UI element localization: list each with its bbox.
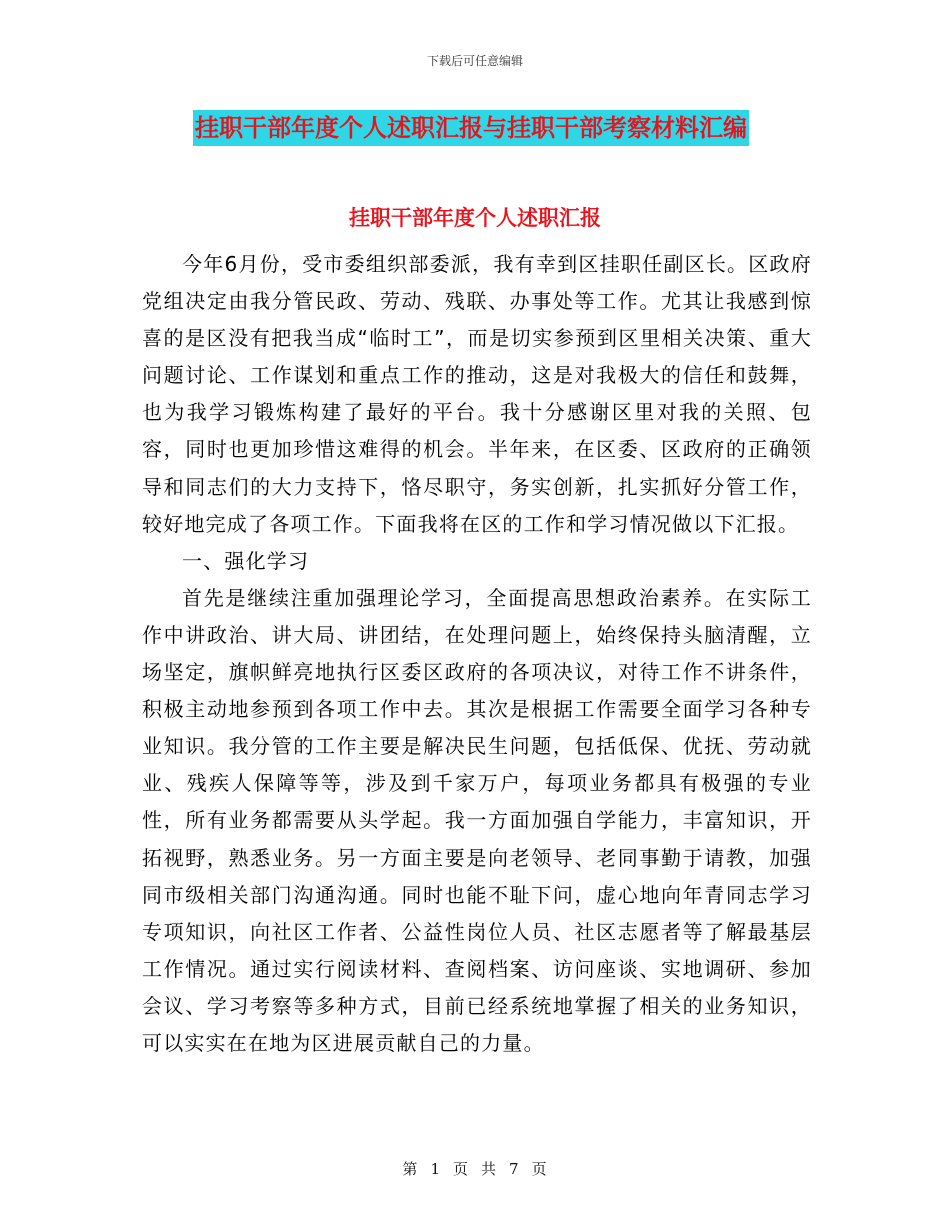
- document-main-title: 挂职干部年度个人述职汇报与挂职干部考察材料汇编: [193, 110, 749, 146]
- footer-page-number: 1: [430, 1160, 441, 1178]
- document-body: [142, 246, 812, 1062]
- paragraph-study: 首先是继续注重加强理论学习，全面提高思想政治素养。在实际工作中讲政治、讲大局、讲团结，在处理问题上，始终保持头脑清醒，立场坚定，旗帜鲜亮地执行区委区政府的各项决议，对待工作不讲条件，积极主动地参预到各项工作中去。其次是根据工作需要全面学习各种专业知识。我分管的工作主要是解决民生问题，包括低保、优抚、劳动就业、残疾人保障等等，涉及到千家万户，每项业务都具有极强的专业性，所有业务都需要从头学起。我一方面加强自学能力，丰富知识，开拓视野，熟悉业务。另一方面主要是向老领导、老同事勤于请教，加强同市级相关部门沟通沟通。同时也能不耻下问，虚心地向年青同志学习专项知识，向社区工作者、公益性岗位人员、社区志愿者等了解最基层工作情况。通过实行阅读材料、查阅档案、访问座谈、实地调研、参加会议、学习考察等多种方式，目前已经系统地掌握了相关的业务知识，可以实实在在地为区进展贡献自己的力量。: [142, 585, 812, 1055]
- footer-total-pages: 7: [509, 1160, 520, 1178]
- paragraph-intro: 今年6月份，受市委组织部委派，我有幸到区挂职任副区长。区政府党组决定由我分管民政、劳动、残联、办事处等工作。尤其让我感到惊喜的是区没有把我当成“临时工”，而是切实参预到区里相关决策、重大问题讨论、工作谋划和重点工作的推动，这是对我极大的信任和鼓舞，也为我学习锻炼构建了最好的平台。我十分感谢区里对我的关照、包容，同时也更加珍惜这难得的机会。半年来，在区委、区政府的正确领导和同志们的大力支持下，恪尽职守，务实创新，扎实抓好分管工作，较好地完成了各项工作。下面我将在区的工作和学习情况做以下汇报。: [142, 252, 812, 536]
- footer-page-unit: 页: [452, 1160, 469, 1178]
- footer-prefix: 第: [402, 1160, 419, 1178]
- footer-total-prefix: 共: [481, 1160, 498, 1178]
- page-footer: [0, 1158, 950, 1179]
- header-note: 下载后可任意编辑: [426, 54, 523, 68]
- heading-strengthen-study: 一、强化学习: [182, 548, 310, 573]
- footer-total-unit: 页: [531, 1160, 548, 1178]
- section-title: 挂职干部年度个人述职汇报: [349, 206, 601, 230]
